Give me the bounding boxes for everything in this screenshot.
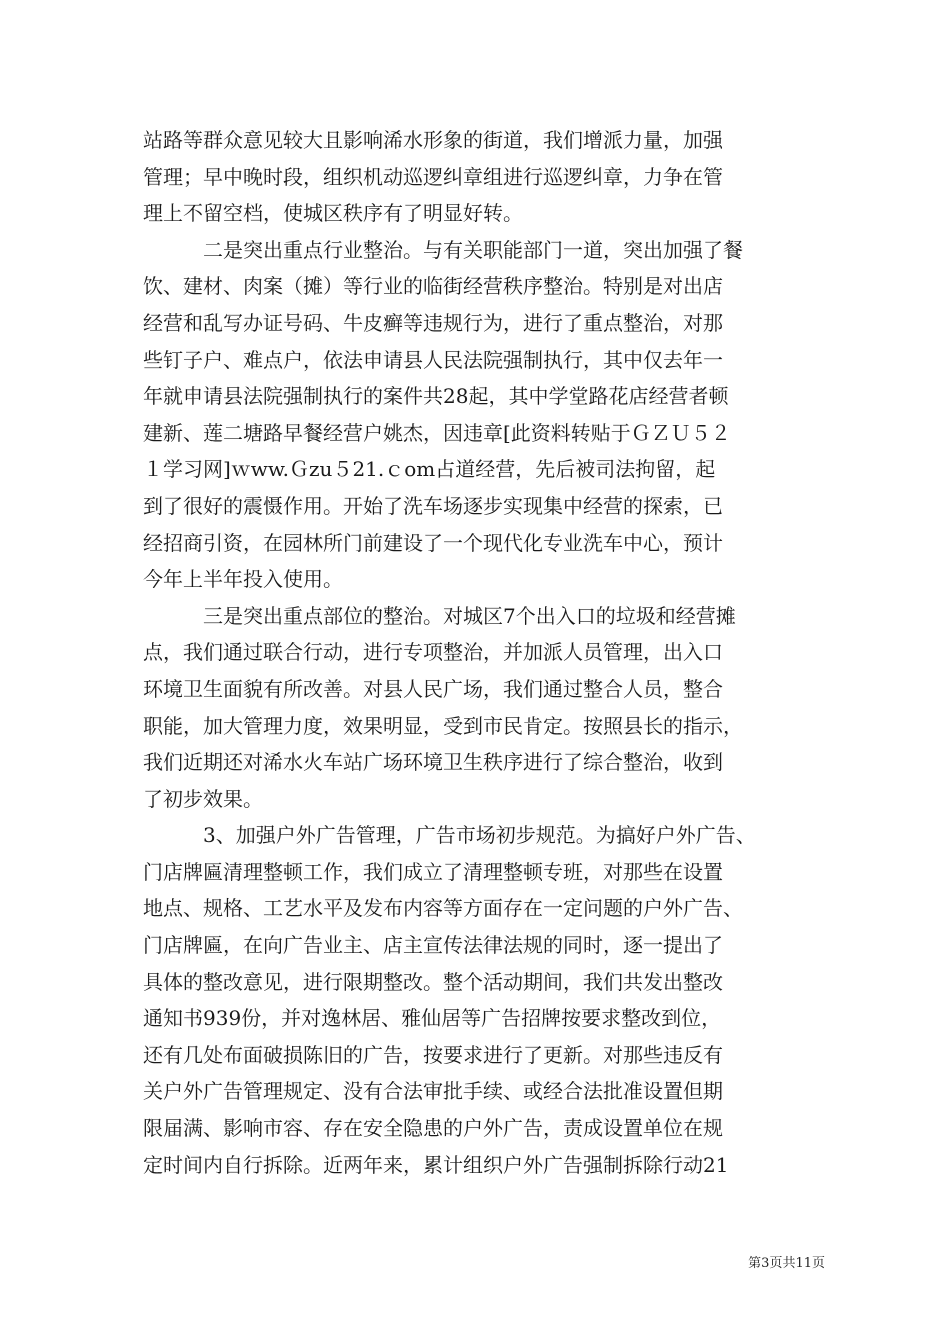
text-line: 地点、规格、工艺水平及发布内容等方面存在一定问题的户外广告、 xyxy=(143,896,743,921)
text-line: 还有几处布面破损陈旧的广告，按要求进行了更新。对那些违反有 xyxy=(143,1042,723,1067)
text-line: 饮、建材、肉案（摊）等行业的临街经营秩序整治。特别是对出店 xyxy=(143,274,723,299)
text-line: 年就申请县法院强制执行的案件共28起，其中学堂路花店经营者顿 xyxy=(143,384,729,409)
page-footer: 第3页共11页 xyxy=(748,1256,825,1271)
text-line: 限届满、影响市容、存在安全隐患的户外广告，责成设置单位在规 xyxy=(143,1116,723,1141)
text-line: 建新、莲二塘路早餐经营户姚杰，因违章[此资料转贴于ＧＺＵ５２ xyxy=(143,420,731,445)
text-line: １学习网]ｗww.Ｇzu５21.ｃom占道经营，先后被司法拘留，起 xyxy=(143,457,716,482)
text-line: 门店牌匾，在向广告业主、店主宣传法律法规的同时，逐一提出了 xyxy=(143,933,723,958)
text-line: 管理；早中晚时段，组织机动巡逻纠章组进行巡逻纠章，力争在管 xyxy=(143,164,723,189)
text-line: 二是突出重点行业整治。与有关职能部门一道，突出加强了餐 xyxy=(203,237,743,262)
text-line: 通知书939份，并对逸林居、雅仙居等广告招牌按要求整改到位， xyxy=(143,1006,722,1031)
text-line: 环境卫生面貌有所改善。对县人民广场，我们通过整合人员，整合 xyxy=(143,676,723,701)
text-line: 今年上半年投入使用。 xyxy=(143,567,343,592)
text-line: 3、加强户外广告管理，广告市场初步规范。为搞好户外广告、 xyxy=(203,823,756,848)
text-line: 到了很好的震慑作用。开始了洗车场逐步实现集中经营的探索，已 xyxy=(143,493,723,518)
text-line: 站路等群众意见较大且影响浠水形象的街道，我们增派力量，加强 xyxy=(143,128,723,152)
text-line: 经营和乱写办证号码、牛皮癣等违规行为，进行了重点整治，对那 xyxy=(143,310,723,335)
text-line: 些钉子户、难点户，依法申请县人民法院强制执行，其中仅去年一 xyxy=(143,347,723,372)
text-line: 三是突出重点部位的整治。对城区7个出入口的垃圾和经营摊 xyxy=(203,603,736,628)
text-line: 职能，加大管理力度，效果明显，受到市民肯定。按照县长的指示， xyxy=(143,713,743,738)
text-line: 定时间内自行拆除。近两年来，累计组织户外广告强制拆除行动21 xyxy=(143,1152,729,1177)
text-line: 具体的整改意见，进行限期整改。整个活动期间，我们共发出整改 xyxy=(143,969,723,994)
text-line: 理上不留空档，使城区秩序有了明显好转。 xyxy=(143,201,523,226)
document-body xyxy=(143,122,825,1183)
text-line: 点，我们通过联合行动，进行专项整治，并加派人员管理，出入口 xyxy=(143,640,723,665)
text-line: 我们近期还对浠水火车站广场环境卫生秩序进行了综合整治，收到 xyxy=(143,750,723,775)
text-line: 关户外广告管理规定、没有合法审批手续、或经合法批准设置但期 xyxy=(143,1079,723,1104)
text-line: 经招商引资，在园林所门前建设了一个现代化专业洗车中心，预计 xyxy=(143,530,723,555)
text-line: 了初步效果。 xyxy=(143,786,263,811)
text-line: 门店牌匾清理整顿工作，我们成立了清理整顿专班，对那些在设置 xyxy=(143,859,723,884)
